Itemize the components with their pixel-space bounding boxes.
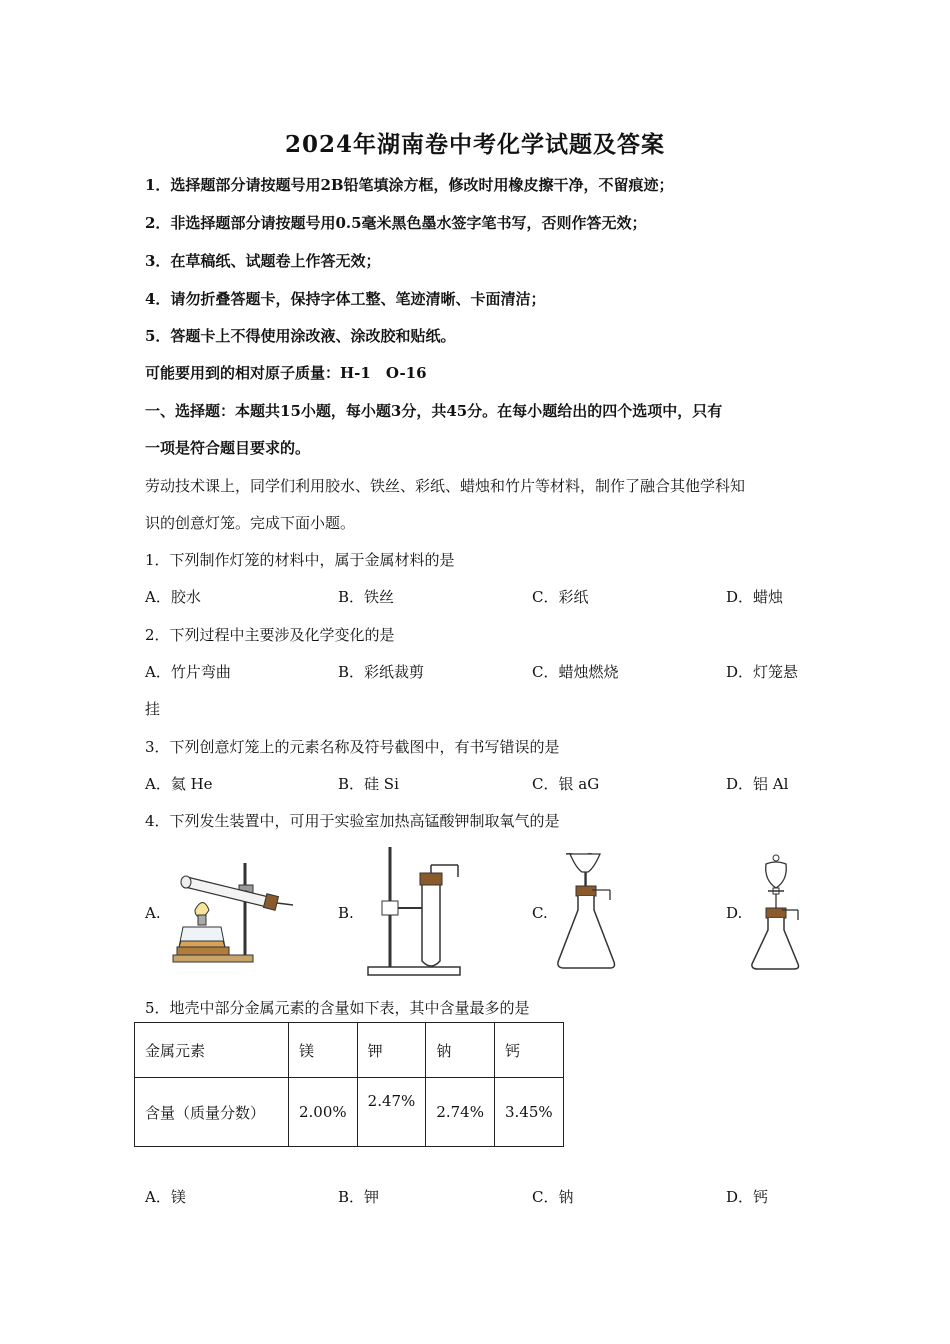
page-title: 2024年湖南卷中考化学试题及答案 xyxy=(284,131,665,158)
instruction-4: 4．请勿折叠答题卡，保持字体工整、笔迹清晰、卡面清洁； xyxy=(145,290,546,308)
q1-option-c: C．彩纸 xyxy=(532,588,589,606)
q5-stem: 5．地壳中部分金属元素的含量如下表，其中含量最多的是 xyxy=(145,999,530,1017)
table-row xyxy=(135,1078,564,1147)
q1-option-a: A．胶水 xyxy=(145,588,201,606)
q1-option-b: B．铁丝 xyxy=(338,588,395,606)
q5-option-b: B．钾 xyxy=(338,1188,380,1206)
q5-option-a: A．镁 xyxy=(145,1188,186,1206)
q2-option-d: D．灯笼悬 xyxy=(726,663,799,681)
table-header-cell: 钙 xyxy=(494,1023,563,1078)
instruction-1: 1．选择题部分请按题号用2B铅笔填涂方框，修改时用橡皮擦干净，不留痕迹； xyxy=(145,176,674,194)
table-header-cell: 镁 xyxy=(289,1023,358,1078)
q3-option-d: D．铝 Al xyxy=(726,775,789,793)
q4-option-d: D. xyxy=(726,904,743,922)
q3-option-a: A．氦 He xyxy=(145,775,213,793)
element-content-table xyxy=(134,1022,564,1147)
q5-option-c: C．钠 xyxy=(532,1188,574,1206)
table-header-cell: 钾 xyxy=(357,1023,426,1078)
conical-flask-separatory-funnel-apparatus-icon xyxy=(748,852,804,974)
table-cell: 2.47% xyxy=(357,1078,426,1147)
table-header-cell: 金属元素 xyxy=(135,1023,289,1078)
q2-option-c: C．蜡烛燃烧 xyxy=(532,663,619,681)
q3-option-b: B．硅 Si xyxy=(338,775,399,793)
q2-stem: 2．下列过程中主要涉及化学变化的是 xyxy=(145,626,395,644)
conical-flask-funnel-apparatus-icon xyxy=(552,850,632,974)
table-cell: 3.45% xyxy=(494,1078,563,1147)
q2-option-a: A．竹片弯曲 xyxy=(145,663,231,681)
context-line1: 劳动技术课上，同学们利用胶水、铁丝、彩纸、蜡烛和竹片等材料，制作了融合其他学科知 xyxy=(145,477,746,495)
context-line2: 识的创意灯笼。完成下面小题。 xyxy=(145,514,356,532)
instruction-2: 2．非选择题部分请按题号用0.5毫米黑色墨水签字笔书写，否则作答无效； xyxy=(145,214,647,232)
table-row xyxy=(135,1023,564,1078)
q1-option-d: D．蜡烛 xyxy=(726,588,784,606)
q4-option-b: B. xyxy=(338,904,354,922)
q4-option-c: C. xyxy=(532,904,548,922)
q4-stem: 4．下列发生装置中，可用于实验室加热高锰酸钾制取氧气的是 xyxy=(145,812,560,830)
table-header-cell: 钠 xyxy=(426,1023,495,1078)
table-cell: 2.00% xyxy=(289,1078,358,1147)
table-cell: 2.74% xyxy=(426,1078,495,1147)
test-tube-heating-apparatus-icon xyxy=(165,855,297,970)
q2-option-d-wrap: 挂 xyxy=(145,700,161,718)
q5-option-d: D．钙 xyxy=(726,1188,769,1206)
instruction-5: 5．答题卡上不得使用涂改液、涂改胶和贴纸。 xyxy=(145,327,456,345)
q2-option-b: B．彩纸裁剪 xyxy=(338,663,425,681)
table-cell: 含量（质量分数） xyxy=(135,1078,289,1147)
q3-option-c: C．银 aG xyxy=(532,775,600,793)
section-heading-line1: 一、选择题：本题共15小题，每小题3分，共45分。在每小题给出的四个选项中，只有 xyxy=(145,402,723,420)
q1-stem: 1．下列制作灯笼的材料中，属于金属材料的是 xyxy=(145,551,455,569)
test-tube-stand-apparatus-icon xyxy=(360,843,470,979)
instruction-3: 3．在草稿纸、试题卷上作答无效； xyxy=(145,252,381,270)
q3-stem: 3．下列创意灯笼上的元素名称及符号截图中，有书写错误的是 xyxy=(145,738,560,756)
q4-option-a: A. xyxy=(145,904,161,922)
section-heading-line2: 一项是符合题目要求的。 xyxy=(145,439,311,457)
atomic-mass-note: 可能要用到的相对原子质量：H-1 O-16 xyxy=(145,364,427,382)
